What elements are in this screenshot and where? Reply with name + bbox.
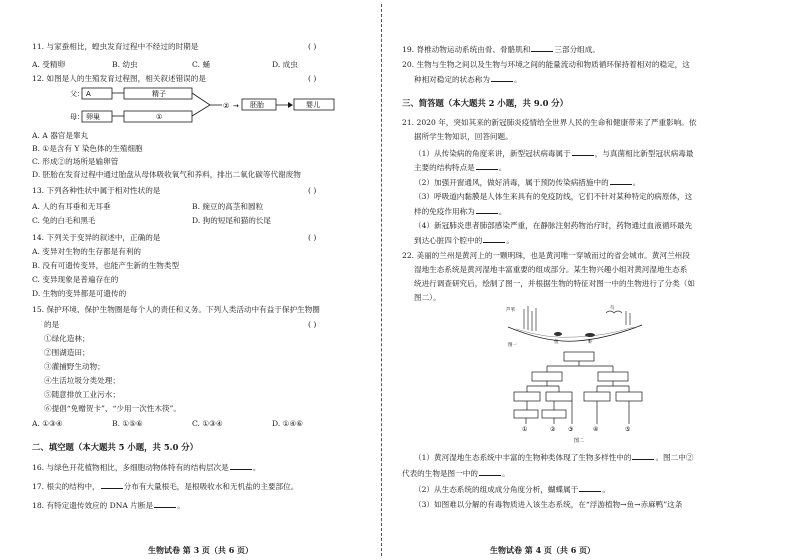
q21-line2: 据所学生物知识，回答问题。 bbox=[414, 132, 513, 141]
q15-stem-line2: 的是 bbox=[44, 320, 60, 329]
q21-s4-line2: 到达心脏四个腔中的 。 bbox=[414, 236, 514, 245]
section-3-title: 三、简答题（本大题共 2 小题，共 9.0 分） bbox=[402, 98, 569, 108]
q22-s3-line1: （3）如图难以分解的有毒物质进入该生态系统，在“浮游植物→鱼→赤麻鸭”这条 bbox=[414, 500, 683, 509]
q15-item-3: ③灌捕野生动物； bbox=[44, 362, 105, 371]
q22-s1-line2: 代表的生物是图一中的 。 bbox=[402, 469, 510, 478]
right-page bbox=[386, 0, 794, 560]
reproduction-diagram bbox=[70, 85, 350, 129]
right-footer: 生物试卷 第 4 页（共 6 页） bbox=[490, 545, 596, 555]
q21-s4-line1: （4）新冠肺炎患者肺部感染严重，在静脉注射药物治疗时，药物通过血液循环最先 bbox=[414, 221, 693, 230]
q19: 19. 脊椎动物运动系统由骨、骨骼肌和 三部分组成。 bbox=[402, 45, 600, 54]
fig2-caption: 图二 bbox=[574, 438, 585, 444]
q21-line1: 21. 2020 年，突如其来的新冠肺炎疫情给全世界人民的生命和健康带来了严重影响。依 bbox=[402, 118, 697, 127]
q12-opt-a: A. A 器官是睾丸 bbox=[32, 131, 89, 140]
q15-item-5: ⑤随意排放工业污水； bbox=[44, 390, 120, 399]
figure-1-wetland bbox=[506, 303, 646, 347]
fig1-label-fish: 鱼 bbox=[554, 340, 559, 345]
q22-line4: 图二）。 bbox=[414, 293, 441, 302]
fig1-label-shrimp: 虾 bbox=[588, 340, 593, 345]
q14-opt-c: C. 变异现象是普遍存在的 bbox=[32, 275, 119, 284]
fig2-leaf-4: ④ bbox=[593, 426, 599, 433]
q15-opt-c: C. ①③④ bbox=[192, 419, 223, 428]
q22-s1-line1: （1）黄河湿地生态系统中丰富的生物种类体现了生物多样性中的 。图二中② bbox=[414, 453, 694, 462]
fig2-leaf-2: ② bbox=[550, 426, 556, 433]
diagram-box-embryo-text: 胚胎 bbox=[250, 101, 264, 109]
q14-stem: 14. 下列关于变异的叙述中，正确的是 bbox=[32, 233, 161, 242]
q13-opt-d: D. 狗的短尾和猫的长尾 bbox=[192, 216, 271, 225]
diagram-circle-2: ② bbox=[223, 102, 230, 110]
q22-line3: 统进行调查研究后，绘制了图一，并根据生物的特征对图一中的生物进行了分类（如 bbox=[414, 279, 695, 288]
q20-line1: 20. 生物与生物之间以及生物与环境之间的能量流动和物质循环保持着相对的稳定，这 bbox=[402, 60, 690, 69]
fig2-leaf-3: ③ bbox=[568, 426, 574, 433]
q15-opt-a: A. ①③④ bbox=[32, 419, 63, 428]
diagram-father-label: 父： bbox=[70, 90, 84, 98]
fig2-leaf-1: ① bbox=[522, 426, 528, 433]
q12-opt-b: B. ①是含有 Y 染色体的生殖细胞 bbox=[32, 144, 143, 153]
q21-s3-line2: 样的免疫作用称为 。 bbox=[414, 207, 507, 216]
left-page bbox=[0, 0, 378, 560]
q22-line1: 22. 美丽的兰州是黄河上的一颗明珠，也是黄河唯一穿城而过的省会城市。黄河兰州段 bbox=[402, 251, 690, 260]
q13-opt-a: A. 人的有耳垂和无耳垂 bbox=[32, 202, 111, 211]
q16: 16. 与绿色开花植物相比，多细胞动物体特有的结构层次是 。 bbox=[32, 463, 261, 472]
q13-opt-b: B. 豌豆的高茎和圆粒 bbox=[192, 202, 264, 211]
section-2-title: 二、填空题（本大题共 5 小题，共 5.0 分） bbox=[32, 442, 199, 452]
q15-stem-line1: 15. 保护环境、保护生物圈是每个人的责任和义务。下列人类活动中有益于保护生物圈 bbox=[32, 305, 320, 314]
q12-stem: 12. 如图是人的生殖发育过程图，相关叙述错误的是 bbox=[32, 74, 206, 83]
q14-paren: ( ) bbox=[308, 233, 317, 242]
fig2-leaf-5: ⑤ bbox=[625, 426, 631, 433]
q22-s2: （2）从生态系统的组成成分角度分析，蝴蝶属于 。 bbox=[414, 485, 610, 494]
q12-paren: ( ) bbox=[308, 74, 317, 83]
q22-line2: 湿地生态系统是黄河湿地丰富重要的组成部分。某生物兴趣小组对黄河湿地生态系 bbox=[414, 265, 688, 274]
q15-item-2: ②围湖造田； bbox=[44, 348, 90, 357]
q21-s1-line2: 主要的结构特点是 。 bbox=[414, 163, 507, 172]
q14-opt-d: D. 生物的变异都是可遗传的 bbox=[32, 289, 127, 298]
left-footer: 生物试卷 第 3 页（共 6 页） bbox=[148, 545, 254, 555]
q15-item-4: ④生活垃圾分类处理； bbox=[44, 376, 120, 385]
q13-paren: ( ) bbox=[308, 186, 317, 195]
q15-item-1: ①绿化造林； bbox=[44, 334, 90, 343]
figure-2-classification bbox=[512, 350, 647, 444]
q11-stem: 11. 与家蚕相比，蝗虫发育过程中不经过的时期是 bbox=[32, 42, 199, 51]
q17: 17. 根尖的结构中， 分布有大量根毛，是根吸收水和无机盐的主要部位。 bbox=[32, 482, 299, 491]
q11-opt-c: C. 蛹 bbox=[192, 60, 210, 69]
diagram-box-sperm-text: 精子 bbox=[152, 90, 166, 98]
diagram-box-ovary-text: 卵巢 bbox=[86, 113, 100, 121]
fig1-label-reed: 芦苇 bbox=[506, 308, 515, 313]
q14-opt-a: A. 变异对生物的生存都是有利的 bbox=[32, 247, 142, 256]
q21-s2: （2）加强开窗通风，做好消毒，属于预防传染病措施中的 。 bbox=[414, 178, 641, 187]
page-divider bbox=[381, 4, 382, 556]
q15-opt-d: D. ①④⑥ bbox=[272, 419, 304, 428]
fig1-caption: 图一 bbox=[508, 343, 517, 347]
q20-line2: 种相对稳定的状态称为 。 bbox=[414, 75, 522, 84]
q13-opt-c: C. 兔的白毛和黑毛 bbox=[32, 216, 96, 225]
q15-item-6: ⑥提倡“免赠贺卡”、“少用一次性木筷”。 bbox=[44, 404, 182, 413]
diagram-mother-label: 母： bbox=[70, 113, 84, 121]
q11-opt-b: B. 幼虫 bbox=[112, 60, 138, 69]
q11-opt-a: A. 受精卵 bbox=[32, 60, 66, 69]
diagram-box-a-text: A bbox=[86, 90, 91, 98]
q18: 18. 有特定遗传效应的 DNA 片断是 。 bbox=[32, 501, 185, 510]
q15-opt-b: B. ①⑤⑥ bbox=[112, 419, 143, 428]
diagram-box-baby-text: 婴儿 bbox=[306, 101, 320, 109]
q12-opt-d: D. 胚胎在发育过程中通过胎盘从母体吸收氧气和养料，排出二氧化碳等代谢废物 bbox=[32, 170, 301, 179]
q15-paren: ( ) bbox=[308, 320, 317, 329]
q12-opt-c: C. 形成②的场所是输卵管 bbox=[32, 157, 119, 166]
q13-stem: 13. 下列各种性状中属于相对性状的是 bbox=[32, 186, 161, 195]
diagram-arrow-1: → bbox=[233, 102, 239, 110]
diagram-box-egg-text: ① bbox=[156, 113, 163, 121]
fig1-label-bird: 鸟 bbox=[610, 306, 615, 311]
q11-opt-d: D. 成虫 bbox=[272, 60, 298, 69]
q21-s1-line1: （1）从传染病的角度来讲，新型冠状病毒属于 ，与真菌相比新型冠状病毒最 bbox=[414, 149, 694, 158]
q11-paren: ( ) bbox=[308, 42, 317, 51]
q21-s3-line1: （3）呼吸道内黏膜是人体生来具有的免疫防线，它们不针对某种特定的病原体，这 bbox=[414, 192, 693, 201]
q14-opt-b: B. 没有可遗传变异，也能产生新的生物类型 bbox=[32, 261, 180, 270]
